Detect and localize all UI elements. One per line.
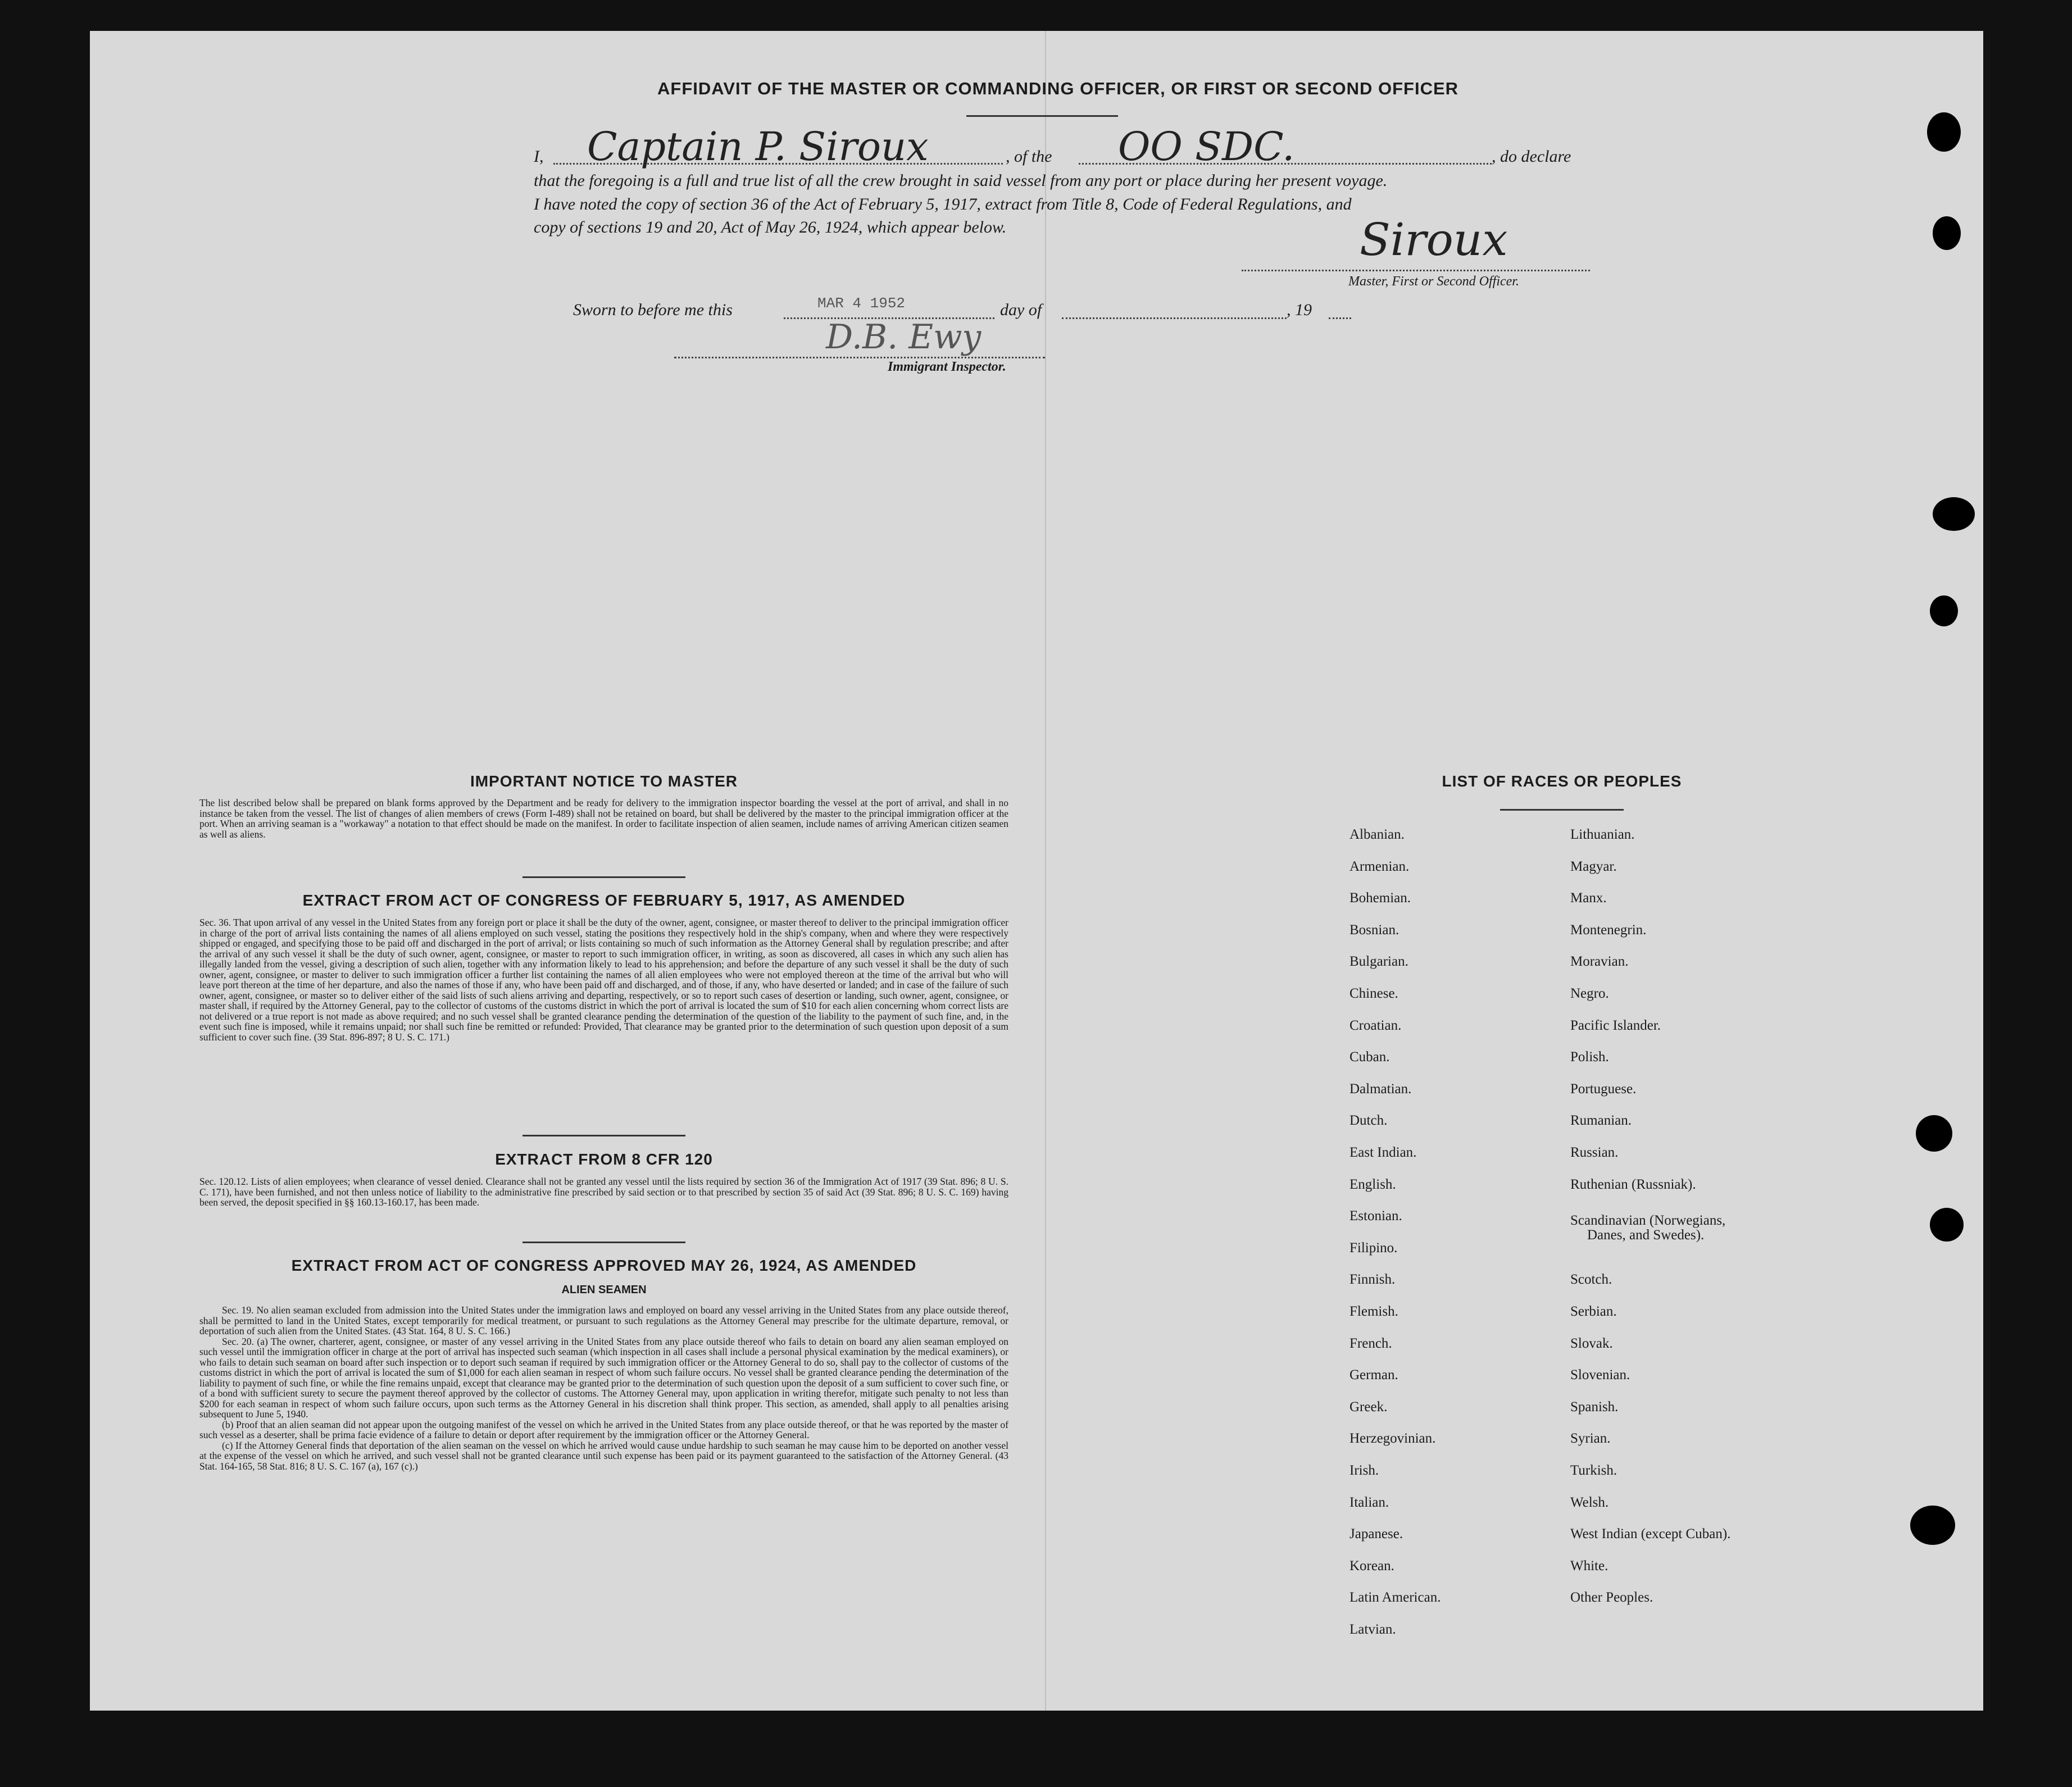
date-stamp: MAR 4 1952 [817, 295, 906, 312]
race-item: Greek. [1349, 1399, 1388, 1415]
race-item: English. [1349, 1176, 1396, 1192]
notice-title: IMPORTANT NOTICE TO MASTER [470, 772, 738, 790]
race-item: Japanese. [1349, 1526, 1403, 1542]
name-field [553, 124, 1003, 170]
races-rule [1500, 809, 1624, 811]
race-item: Russian. [1570, 1145, 1619, 1160]
signature-caption: Master, First or Second Officer. [1348, 274, 1519, 289]
race-item: Herzegovinian. [1349, 1431, 1436, 1447]
edge-damage [1916, 1115, 1952, 1152]
sec-20a-text: Sec. 20. (a) The owner, charterer, agent, consignee, or master of any vessel arriving in the United States from any place outside thereof who fails to detain on board any alien seaman employed on such vessel until the immigration officer in charge at the port of arrival has inspected such seaman (which inspection in all cases shall include a personal physical examination by the medical examiners), or who fails to detain such seaman on board after such inspection or to deport such seaman if required by such immigration officer or the Attorney General to do so, shall pay to the collector of customs of the customs district in which the port of arrival is located the sum of $1,000 for each alien seaman in respect of whom such failure occurs. No vessel shall be granted clearance pending the determination of the liability to payment of such fine, or while the fine remains unpaid, except that clearance may be granted prior to the determination of such question upon the deposit of a sum sufficient to cover such fine, or of a bond with sufficient surety to secure the payment thereof approved by the collector of customs. The Attorney General may, upon application in writing therefor, mitigate such penalty to not less than $200 for each seaman in respect of whom such failure occurs, upon such terms as the Attorney General in his discretion shall think proper. This section, as amended, shall apply to all penalties arising subsequent to June 5, 1940. [199, 1335, 1008, 1420]
vessel-field [1079, 124, 1492, 170]
race-item: Magyar. [1570, 858, 1617, 874]
race-item: Rumanian. [1570, 1113, 1632, 1129]
alien-seamen-subtitle: ALIEN SEAMEN [561, 1284, 647, 1296]
race-item: Manx. [1570, 890, 1607, 906]
race-item: Armenian. [1349, 858, 1410, 874]
race-item: Italian. [1349, 1494, 1389, 1510]
race-item: Scotch. [1570, 1272, 1612, 1288]
edge-damage [1930, 595, 1958, 626]
edge-damage [1933, 216, 1961, 250]
edge-damage [1910, 1506, 1955, 1545]
sec-20b-text: (b) Proof that an alien seaman did not appear upon the outgoing manifest of the vessel on which he arrived in the United States from any place outside thereof, or that he was reported by the master of such vessel as a deserter, shall be prima facie evidence of a failure to detain or deport after requirement by the immigration officer or the Attorney General. [199, 1418, 1008, 1440]
extract-1917-rule [522, 1135, 685, 1136]
master-signature: Siroux [1360, 213, 1508, 266]
i-label: I, [534, 147, 544, 166]
vessel-name: OO SDC. [1118, 124, 1295, 170]
race-item: Estonian. [1349, 1208, 1402, 1224]
declaration-line-3: copy of sections 19 and 20, Act of May 26, 1924, which appear below. [534, 218, 1007, 237]
extract-1917-title: EXTRACT FROM ACT OF CONGRESS OF FEBRUARY 5, 1917, AS AMENDED [302, 892, 906, 909]
edge-damage [1930, 1208, 1964, 1242]
race-item: East Indian. [1349, 1145, 1417, 1160]
race-item: Polish. [1570, 1049, 1609, 1065]
race-item: Montenegrin. [1570, 922, 1647, 938]
title-rule [966, 115, 1118, 117]
inspector-line [674, 351, 1045, 358]
race-item: Slovenian. [1570, 1367, 1630, 1383]
race-item: Bosnian. [1349, 922, 1399, 938]
day-of-label: day of [1000, 301, 1042, 319]
race-item: Dalmatian. [1349, 1081, 1412, 1097]
race-item: Scandinavian (Norwegians, [1570, 1213, 1726, 1229]
race-item: Finnish. [1349, 1272, 1396, 1288]
year-label: , 19 [1287, 301, 1312, 319]
race-item: White. [1570, 1558, 1608, 1574]
extract-cfr-title: EXTRACT FROM 8 CFR 120 [495, 1151, 713, 1168]
races-title: LIST OF RACES OR PEOPLES [1442, 772, 1682, 790]
captain-name: Captain P. Siroux [587, 124, 929, 170]
extract-1924-title: EXTRACT FROM ACT OF CONGRESS APPROVED MAY 26, 1924, AS AMENDED [291, 1257, 917, 1274]
race-item: Turkish. [1570, 1463, 1617, 1478]
race-item: Chinese. [1349, 986, 1398, 1001]
race-item: Cuban. [1349, 1049, 1390, 1065]
declare-label: , do declare [1492, 147, 1571, 166]
race-item: Lithuanian. [1570, 827, 1635, 842]
race-item: Welsh. [1570, 1494, 1609, 1510]
race-item: Negro. [1570, 986, 1609, 1001]
extract-cfr-text: Sec. 120.12. Lists of alien employees; when clearance of vessel denied. Clearance shall not be granted any vessel until the lists required by section 36 of the Immigration Act of 1917 (39 Stat. 896; 8 U. S. C. 171), have been furnished, and not then unless notice of liability to the administrative fine prescribed by said section or to that prescribed by section 35 of said Act (39 Stat. 896; 8 U. S. C. 169) having been served, the deposit specified in §§ 160.13-160.17, has been made. [199, 1176, 1008, 1208]
sec-20c-text: (c) If the Attorney General finds that deportation of the alien seaman on the vessel on which he arrived would cause undue hardship to such seaman he may cause him to be deported on another vessel at the expense of the vessel on which he arrived, and such vessel shall not be granted clearance until such expense has been paid or its payment guaranteed to the satisfaction of the Attorney General. (43 Stat. 164-165, 58 Stat. 816; 8 U. S. C. 167 (a), 167 (c).) [199, 1439, 1008, 1472]
race-item: Bohemian. [1349, 890, 1411, 906]
sworn-label: Sworn to before me this [573, 301, 733, 319]
declaration-line-2: I have noted the copy of section 36 of the Act of February 5, 1917, extract from Title 8, Code of Federal Regulations, and [534, 195, 1352, 213]
race-item: Flemish. [1349, 1304, 1398, 1319]
edge-damage [1927, 112, 1961, 152]
race-item: Albanian. [1349, 827, 1405, 842]
race-item: Croatian. [1349, 1017, 1402, 1033]
race-item: Irish. [1349, 1463, 1379, 1478]
race-item: Portuguese. [1570, 1081, 1637, 1097]
sec-19-text: Sec. 19. No alien seaman excluded from admission into the United States under the immigration laws and employed on board any vessel arriving in the United States from any place outside thereof, shall be permitted to land in the United States, except temporarily for medical treatment, or pursuant to such regulations as the Attorney General may prescribe for the ultimate departure, removal, or deportation of such alien from the United States. (43 Stat. 164, 8 U. S. C. 166.) [199, 1304, 1008, 1336]
race-item: Latin American. [1349, 1590, 1441, 1606]
affidavit-title: AFFIDAVIT OF THE MASTER OR COMMANDING OFFICER, OR FIRST OR SECOND OFFICER [657, 79, 1459, 98]
race-item: Filipino. [1349, 1240, 1398, 1256]
declaration-line-1: that the foregoing is a full and true list of all the crew brought in said vessel from any port or place during her present voyage. [534, 171, 1388, 190]
extract-1917-text: Sec. 36. That upon arrival of any vessel in the United States from any foreign port or place it shall be the duty of the owner, agent, consignee, or master thereof to deliver to the principal immigration officer in charge of the port of arrival lists containing the names of all aliens employed on such vessel, stating the positions they respectively hold in the ship's company, when and where they were respectively shipped or engaged, and specifying those to be paid off and discharged in the port of arrival; or lists containing so much of such information as the Attorney General shall by regulation prescribe; and after the arrival of any such vessel it shall be the duty of such owner, agent, consignee, or master to report to such immigration officer, in writing, as soon as discovered, all cases in which any such alien has illegally landed from the vessel, giving a description of such alien, together with any information likely to lead to his apprehension; and before the departure of any such vessel it shall be the duty of such owner, agent, consignee, or master to deliver to such immigration officer a further list containing the names of all alien employees who were not employed thereon at the time of the arrival but who will leave port thereon at the time of her departure, and also the names of those if any, who have been paid off and discharged, and of those, if any, who have deserted or landed; and in case of the failure of such owner, agent, consignee, or master so to deliver either of the said lists of such aliens arriving and departing, respectively, or so to report such cases of desertion or landing, such owner, agent, consignee, or master shall, if required by the Attorney General, pay to the collector of customs of the customs district in which the port of arrival is located the sum of $10 for each alien concerning whom correct lists are not delivered or a true report is not made as above required; and no such vessel shall be granted clearance pending the determination of the question of the liability to the payment of such fine, and, in the event such fine is imposed, while it remains unpaid; nor shall such fine be remitted or refunded: Provided, That clearance may be granted prior to the determination of such question upon deposit of a sum sufficient to cover such fine. (39 Stat. 896-897; 8 U. S. C. 171.) [199, 917, 1008, 1043]
of-the-label: , of the [1006, 147, 1052, 166]
race-item: West Indian (except Cuban). [1570, 1526, 1731, 1542]
race-item: Korean. [1349, 1558, 1394, 1574]
signature-line [1242, 264, 1590, 271]
race-item: Slovak. [1570, 1335, 1613, 1351]
page-fold [1045, 31, 1046, 1711]
race-item: Danes, and Swedes). [1587, 1227, 1705, 1243]
inspector-signature: D.B. Ewy [826, 317, 982, 357]
race-item: Bulgarian. [1349, 954, 1408, 970]
sworn-date-field [784, 295, 994, 319]
race-item: Syrian. [1570, 1431, 1611, 1447]
race-item: Other Peoples. [1570, 1590, 1653, 1606]
extract-cfr-rule [522, 1242, 685, 1243]
race-item: Ruthenian (Russniak). [1570, 1176, 1696, 1192]
race-item: Latvian. [1349, 1622, 1396, 1637]
extract-1924-text [199, 1305, 1008, 1471]
race-item: Pacific Islander. [1570, 1017, 1661, 1033]
year-field [1329, 295, 1351, 319]
race-item: French. [1349, 1335, 1392, 1351]
inspector-caption: Immigrant Inspector. [888, 360, 1006, 374]
race-item: Dutch. [1349, 1113, 1388, 1129]
race-item: German. [1349, 1367, 1398, 1383]
month-field [1062, 295, 1287, 319]
race-item: Moravian. [1570, 954, 1629, 970]
notice-text: The list described below shall be prepared on blank forms approved by the Department and be ready for delivery to the immigration inspector boarding the vessel at the port of arrival, and shall in no instance be taken from the vessel. The list of changes of alien members of crews (Form I-489) shall not be retained on board, but shall be delivered by the master to the principal immigration officer at the port. When an arriving seaman is a "workaway" a notation to that effect should be made on the manifest. In order to facilitate inspection of alien seamen, include names of arriving American citizen seamen as well as aliens. [199, 797, 1008, 840]
race-item: Serbian. [1570, 1304, 1617, 1319]
race-item: Spanish. [1570, 1399, 1619, 1415]
edge-damage [1933, 497, 1975, 531]
notice-rule [522, 876, 685, 878]
